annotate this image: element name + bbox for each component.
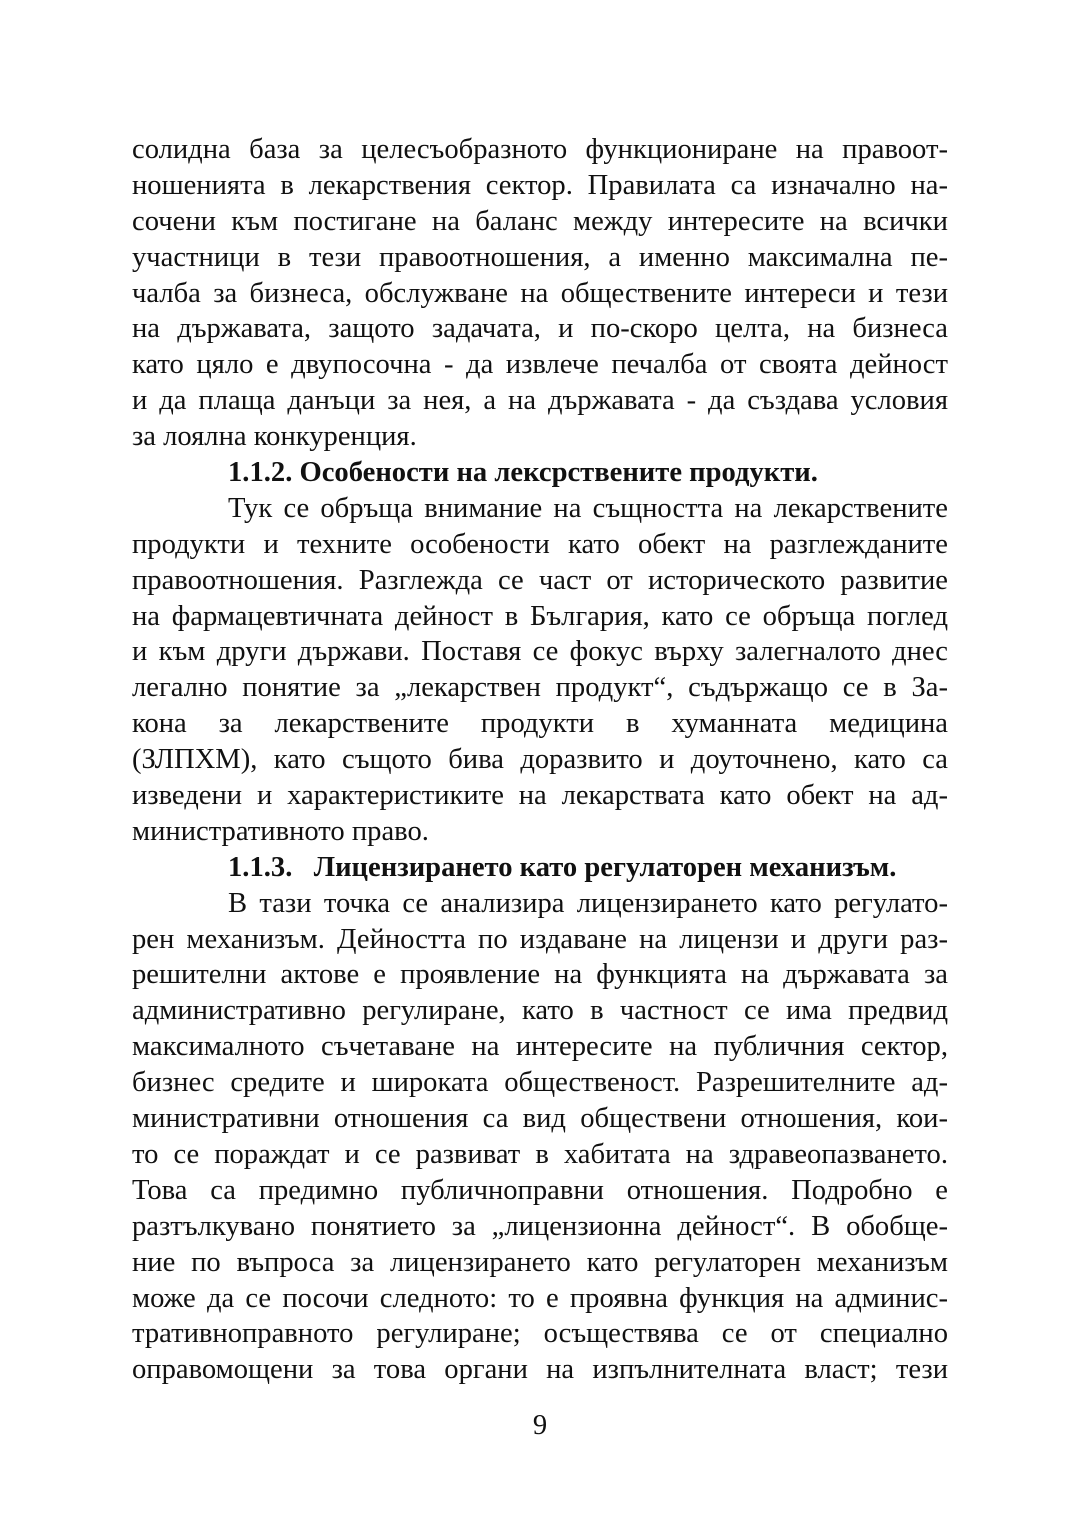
- text-line: може да се посочи следното: то е проявна функция на админис-: [132, 1282, 948, 1314]
- paragraph-3: [132, 886, 948, 1388]
- text-line: бизнес средите и широката общественост. Разрешителните ад-: [132, 1067, 948, 1099]
- text-line: кона за лекарствените продукти в хуманната медицина: [132, 708, 948, 740]
- text-line: като цяло е двупосочна - да извлече печалба от своята дейност: [132, 349, 948, 381]
- text-line: и към други държави. Поставя се фокус върху залегналото днес: [132, 636, 948, 668]
- text-line: ношенията в лекарствения сектор. Правилата са изначално на-: [132, 169, 948, 201]
- text-line: продукти и техните особености като обект на разглежданите: [132, 528, 948, 560]
- paragraph-1: [132, 132, 948, 455]
- text-line: разтълкувано понятието за „лицензионна дейност“. В обобще-: [132, 1210, 948, 1242]
- section-heading-1-1-2: 1.1.2. Особености на лексрствените продукти.: [228, 457, 818, 489]
- text-line: (ЗЛПХМ), като същото бива доразвито и доуточнено, като са: [132, 744, 948, 776]
- text-line: на държавата, защото задачата, и по-скоро целта, на бизнеса: [132, 313, 948, 345]
- text-line: за лоялна конкуренция.: [132, 421, 417, 453]
- text-line: министративни отношения са вид обществени отношения, кои-: [132, 1103, 948, 1135]
- text-line: министративното право.: [132, 815, 429, 847]
- section-heading-1-1-3: 1.1.3. Лицензирането като регулаторен механизъм.: [228, 851, 897, 883]
- text-line: Това са предимно публичноправни отношения. Подробно е: [132, 1174, 948, 1206]
- text-line: Тук се обръща внимание на същността на лекарствените: [228, 492, 948, 524]
- text-line: легално понятие за „лекарствен продукт“, съдържащо се в За-: [132, 672, 948, 704]
- text-line: чалба за бизнеса, обслужване на обществените интереси и тези: [132, 277, 948, 309]
- text-line: тративноправното регулиране; осъществява се от специално: [132, 1318, 948, 1350]
- text-line: на фармацевтичната дейност в България, като се обръща поглед: [132, 600, 948, 632]
- paragraph-2: [132, 491, 948, 850]
- text-line: рен механизъм. Дейността по издаване на лицензи и други раз-: [132, 923, 948, 955]
- text-line: максималното съчетаване на интересите на публичния сектор,: [132, 1031, 948, 1063]
- page-number: 9: [532, 1410, 548, 1441]
- text-line: и да плаща данъци за нея, а на държавата - да създава условия: [132, 385, 948, 417]
- text-line: участници в тези правоотношения, а именно максимална пе-: [132, 241, 948, 273]
- text-line: решителни актове е проявление на функцията на държавата за: [132, 959, 948, 991]
- text-line: ние по въпроса за лицензирането като регулаторен механизъм: [132, 1246, 948, 1278]
- text-line: правоотношения. Разглежда се част от историческото развитие: [132, 564, 948, 596]
- text-line: то се пораждат и се развиват в хабитата на здравеопазването.: [132, 1138, 948, 1170]
- text-line: оправомощени за това органи на изпълнителната власт; тези: [132, 1354, 948, 1386]
- text-line: солидна база за целесъобразното функциониране на правоот-: [132, 134, 948, 165]
- page-body: [132, 132, 948, 1388]
- text-line: В тази точка се анализира лицензирането като регулато-: [228, 887, 948, 919]
- text-line: административно регулиране, като в частност се има предвид: [132, 995, 948, 1027]
- text-line: сочени към постигане на баланс между интересите на всички: [132, 205, 948, 237]
- text-line: изведени и характеристиките на лекарствата като обект на ад-: [132, 780, 948, 812]
